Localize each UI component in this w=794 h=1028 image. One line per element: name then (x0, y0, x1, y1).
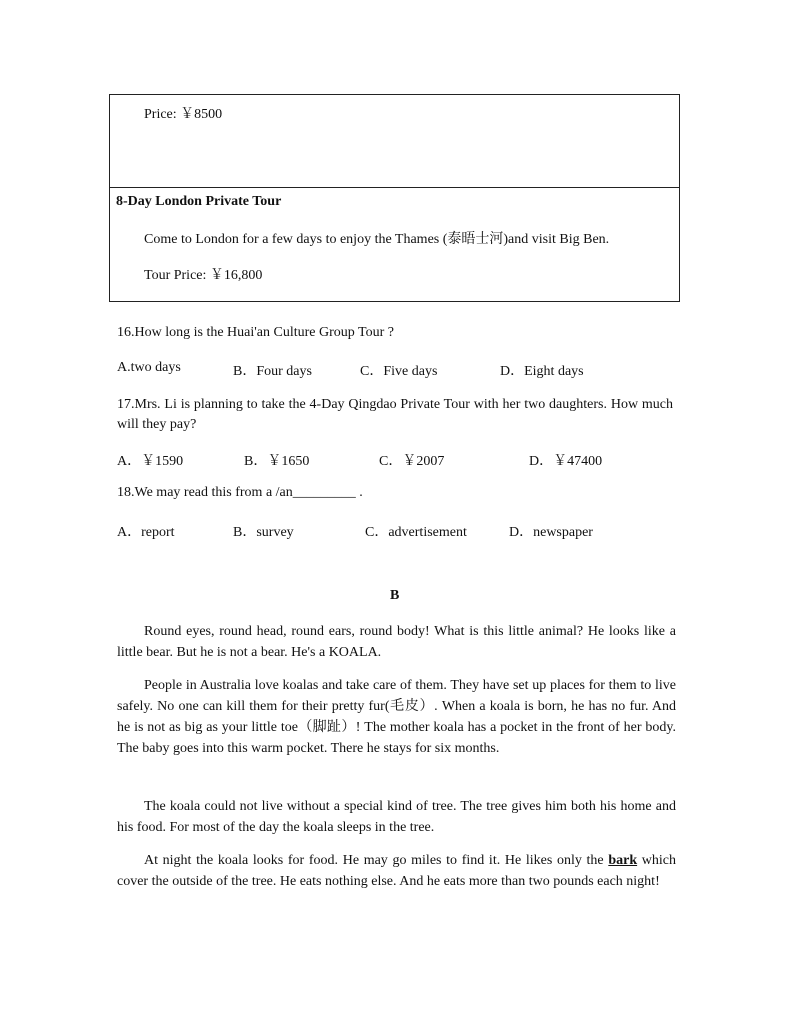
question-16: 16.How long is the Huai'an Culture Group Tour ? (117, 325, 394, 340)
q17-option-b: B．￥1650 (244, 454, 310, 469)
london-tour-description: Come to London for a few days to enjoy the Thames (泰晤士河)and visit Big Ben. (144, 232, 610, 247)
q16-option-b: B．Four days (233, 364, 312, 379)
passage-paragraph-2: People in Australia love koalas and take care of them. They have set up places for them to live safely. No one can kill them for their pretty fur(毛皮）. When a koala is born, he has no fur. And he is not as big as your little toe（脚趾）! The mother koala has a pocket in the front of her body. The baby goes into this warm pocket. There he stays for six months. (117, 678, 676, 756)
q18-option-c: C．advertisement (365, 525, 467, 540)
question-18: 18.We may read this from a /an_________ . (117, 485, 363, 500)
q17-option-d: D．￥47400 (529, 454, 603, 469)
passage-paragraph-3: The koala could not live without a special kind of tree. The tree gives him both his home and his food. For most of the day the koala sleeps in the tree. (117, 799, 676, 835)
q16-option-c: C．Five days (360, 364, 438, 379)
paragraph-4-text-start: At night the koala looks for food. He may go miles to find it. He likes only the (144, 853, 609, 868)
q17-option-c: C．￥2007 (379, 454, 445, 469)
q18-option-d: D．newspaper (509, 525, 593, 540)
q18-option-a: A．report (117, 525, 175, 540)
section-heading: B (390, 588, 400, 603)
tour-cell-london (110, 188, 679, 301)
london-tour-title: 8-Day London Private Tour (116, 194, 282, 209)
q17-option-a: A．￥1590 (117, 454, 184, 469)
paragraph-4-text-end: which cover the outside of the tree. He eats nothing else. And he eats more than two pounds each night! (117, 853, 676, 889)
london-tour-price: Tour Price: ￥16,800 (144, 268, 263, 283)
q16-option-d: D．Eight days (500, 364, 584, 379)
q16-option-a: A.two days (117, 360, 181, 375)
previous-tour-price: Price: ￥8500 (144, 107, 223, 122)
tour-table (109, 94, 680, 302)
tour-cell-previous (110, 95, 679, 188)
passage-paragraph-4 (117, 850, 676, 892)
passage-paragraph-1: Round eyes, round head, round ears, round body! What is this little animal? He looks like a little bear. But he is not a bear. He's a KOALA. (117, 624, 676, 660)
question-17: 17.Mrs. Li is planning to take the 4-Day Qingdao Private Tour with her two daughters. How much will they pay? (117, 397, 673, 432)
keyword-bark: bark (608, 853, 638, 868)
q18-option-b: B．survey (233, 525, 294, 540)
